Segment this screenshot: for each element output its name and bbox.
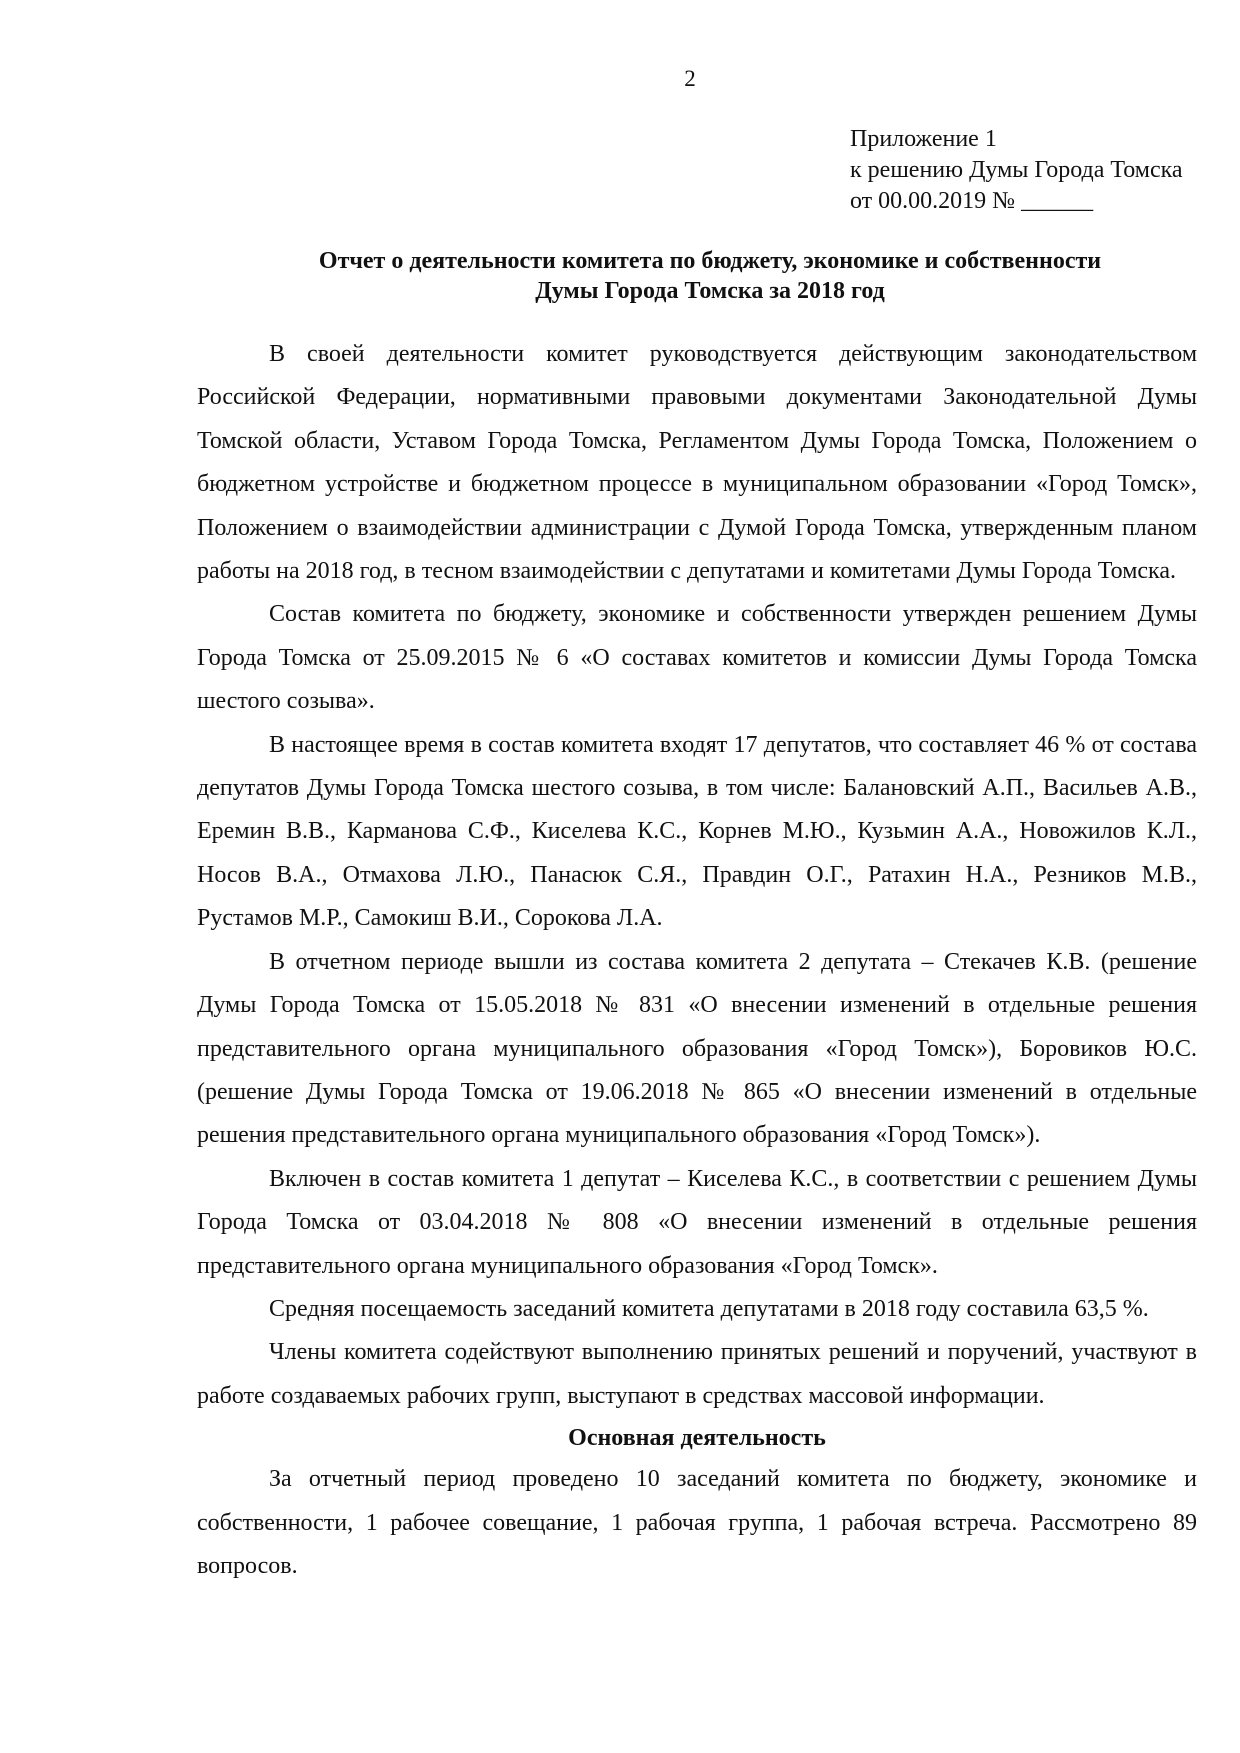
title-line-1: Отчет о деятельности комитета по бюджету, экономике и собственности	[318, 248, 1102, 274]
paragraph-departed: В отчетном периоде вышли из состава комитета 2 депутата – Стекачев К.В. (решение Думы Города Томска от 15.05.2018 № 831 «О внесении изменений в отдельные решения представительного органа муниципального образования «Город Томск»), Боровиков Ю.С. (решение Думы Города Томска от 19.06.2018 № 865 «О внесении изменений в отдельные решения представительного органа муниципального образования «Город Томск»).	[197, 948, 1197, 1149]
paragraph-legal-basis: В своей деятельности комитет руководствуется действующим законодательством Российской Федерации, нормативными правовыми документами Законодательной Думы Томской области, Уставом Города Томска, Регламентом Думы Города Томска, Положением о бюджетном устройстве и бюджетном процессе в муниципальном образовании «Город Томск», Положением о взаимодействии администрации с Думой Города Томска, утвержденным планом работы на 2018 год, в тесном взаимодействии с депутатами и комитетами Думы Города Томска.	[197, 341, 1197, 585]
appendix-line-1: Приложение 1	[850, 126, 997, 152]
appendix-block	[850, 124, 1183, 217]
section-heading: Основная деятельность	[568, 1425, 826, 1452]
appendix-line-3: от 00.00.2019 № ______	[850, 188, 1094, 214]
document-body	[197, 333, 1197, 1588]
paragraph-members-activity: Члены комитета содействуют выполнению принятых решений и поручений, участвуют в работе создаваемых рабочих групп, выступают в средствах массовой информации.	[197, 1339, 1197, 1409]
appendix-line-2: к решению Думы Города Томска	[850, 157, 1183, 183]
page-number: 2	[684, 66, 696, 91]
document-title	[180, 246, 1240, 306]
paragraph-main-activity: За отчетный период проведено 10 заседаний комитета по бюджету, экономике и собственности, 1 рабочее совещание, 1 рабочая группа, 1 рабочая встреча. Рассмотрено 89 вопросов.	[197, 1466, 1197, 1579]
paragraph-attendance: Средняя посещаемость заседаний комитета депутатами в 2018 году составила 63,5 %.	[269, 1295, 1149, 1322]
paragraph-composition: Состав комитета по бюджету, экономике и собственности утвержден решением Думы Города Томска от 25.09.2015 № 6 «О составах комитетов и комиссии Думы Города Томска шестого созыва».	[197, 601, 1197, 715]
paragraph-members: В настоящее время в состав комитета входят 17 депутатов, что составляет 46 % от состава депутатов Думы Города Томска шестого созыва, в том числе: Балановский А.П., Васильев А.В., Еремин В.В., Карманова С.Ф., Киселева К.С., Корнев М.Ю., Кузьмин А.А., Новожилов К.Л., Носов В.А., Отмахова Л.Ю., Панасюк С.Я., Правдин О.Г., Ратахин Н.А., Резников М.В., Рустамов М.Р., Самокиш В.И., Сорокова Л.А.	[197, 731, 1197, 932]
title-line-2: Думы Города Томска за 2018 год	[535, 278, 885, 304]
paragraph-added: Включен в состав комитета 1 депутат – Киселева К.С., в соответствии с решением Думы Города Томска от 03.04.2018 № 808 «О внесении изменений в отдельные решения представительного органа муниципального образования «Город Томск».	[197, 1165, 1197, 1279]
